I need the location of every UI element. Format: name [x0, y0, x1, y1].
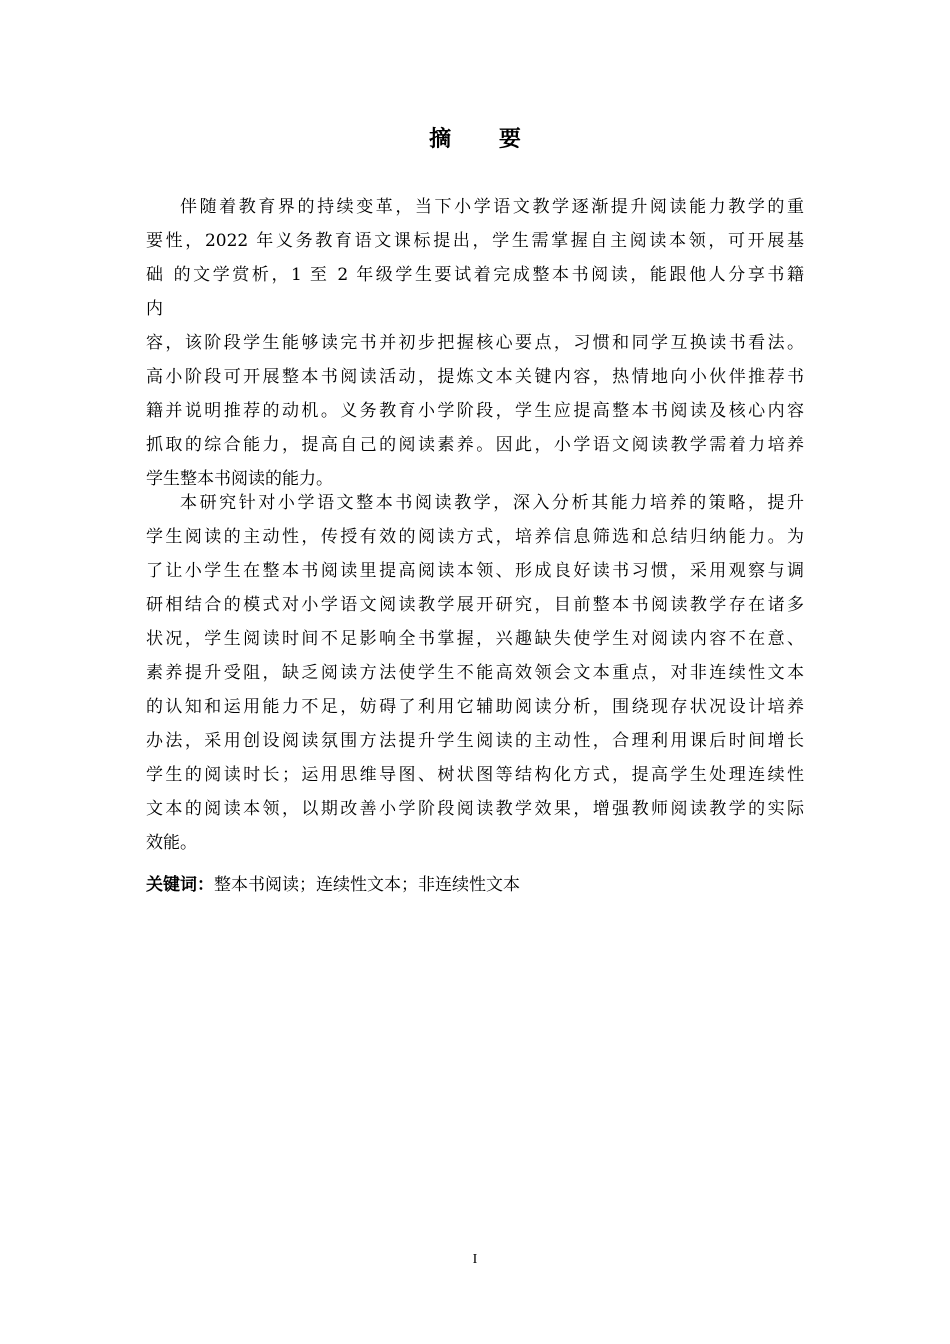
paragraph-line: 办法，采用创设阅读氛围方法提升学生阅读的主动性，合理利用课后时间增长 [146, 731, 804, 751]
paragraph-line: 了让小学生在整本书阅读里提高阅读本领、形成良好读书习惯，采用观察与调 [146, 561, 804, 581]
keywords-line [146, 870, 520, 900]
paragraph-line: 学生整本书阅读的能力。 [146, 469, 333, 489]
paragraph-line: 效能。 [146, 833, 197, 853]
keywords-value: 整本书阅读；连续性文本；非连续性文本 [214, 875, 520, 895]
paragraph-line: 学生阅读的主动性，传授有效的阅读方式，培养信息筛选和总结归纳能力。为 [146, 527, 804, 547]
paragraph-line: 容，该阶段学生能够读完书并初步把握核心要点，习惯和同学互换读书看法。 [146, 333, 804, 353]
paragraph-line: 高小阶段可开展整本书阅读活动，提炼文本关键内容，热情地向小伙伴推荐书 [146, 367, 804, 387]
paragraph-line: 抓取的综合能力，提高自己的阅读素养。因此，小学语文阅读教学需着力培养 [146, 435, 804, 455]
abstract-paragraph-1 [146, 190, 804, 496]
paragraph-line: 内 [146, 299, 163, 319]
keywords-label: 关键词： [146, 875, 214, 895]
abstract-paragraph-2 [146, 486, 804, 860]
paragraph-line: 文本的阅读本领，以期改善小学阶段阅读教学效果，增强教师阅读教学的实际 [146, 799, 804, 819]
paragraph-line: 状况，学生阅读时间不足影响全书掌握，兴趣缺失使学生对阅读内容不在意、 [146, 629, 804, 649]
page-number: I [472, 1252, 478, 1267]
paragraph-line: 本研究针对小学语文整本书阅读教学，深入分析其能力培养的策略，提升 [180, 493, 804, 513]
paragraph-line: 研相结合的模式对小学语文阅读教学展开研究，目前整本书阅读教学存在诸多 [146, 595, 804, 615]
paragraph-line: 础 的文学赏析，1 至 2 年级学生要试着完成整本书阅读，能跟他人分享书籍 [146, 265, 804, 285]
paragraph-line: 伴随着教育界的持续变革，当下小学语文教学逐渐提升阅读能力教学的重 [180, 197, 804, 217]
paragraph-line: 学生的阅读时长；运用思维导图、树状图等结构化方式，提高学生处理连续性 [146, 765, 804, 785]
abstract-title: 摘 要 [429, 127, 541, 152]
paragraph-line: 籍并说明推荐的动机。义务教育小学阶段，学生应提高整本书阅读及核心内容 [146, 401, 804, 421]
paragraph-line: 的认知和运用能力不足，妨碍了利用它辅助阅读分析，围绕现存状况设计培养 [146, 697, 804, 717]
paragraph-line: 素养提升受阻，缺乏阅读方法使学生不能高效领会文本重点，对非连续性文本 [146, 663, 804, 683]
paragraph-line: 要性，2022 年义务教育语文课标提出，学生需掌握自主阅读本领，可开展基 [146, 231, 804, 251]
